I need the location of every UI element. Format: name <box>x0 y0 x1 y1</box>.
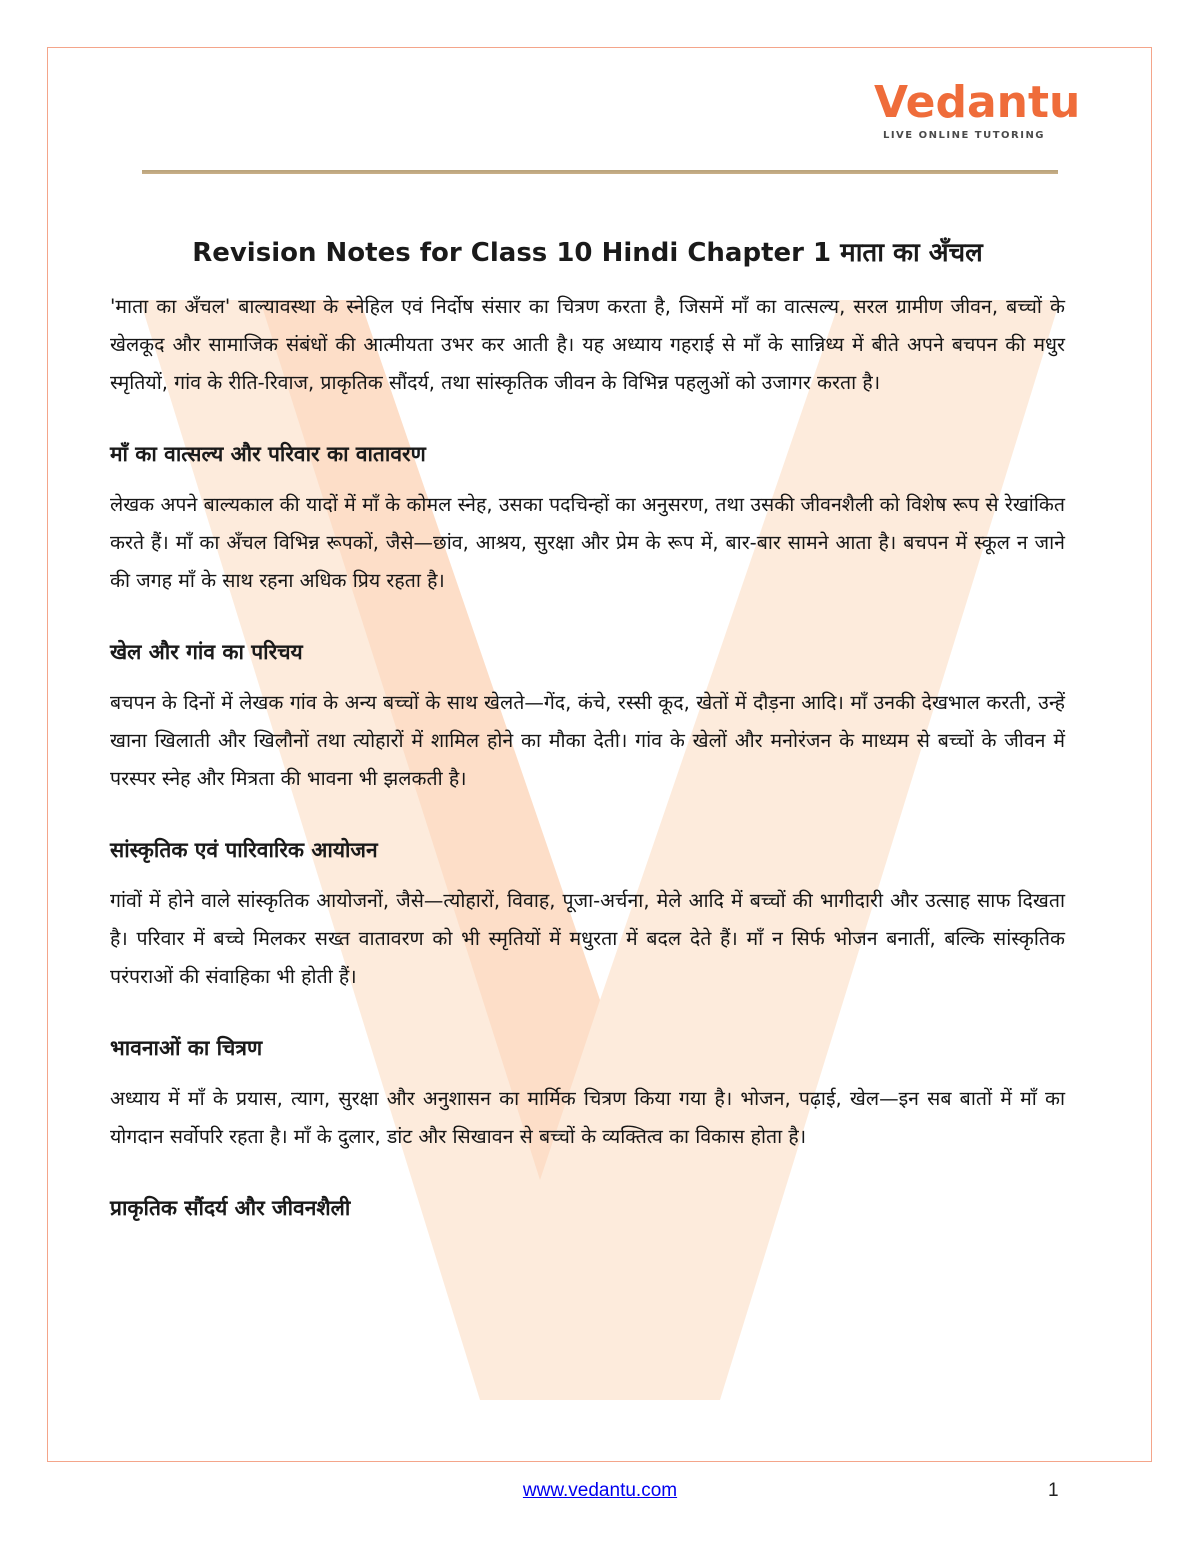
document-body <box>110 232 1065 1240</box>
section-heading: भावनाओं का चित्रण <box>110 1036 263 1060</box>
section-paragraph: गांवों में होने वाले सांस्कृतिक आयोजनों, जैसे—त्योहारों, विवाह, पूजा-अर्चना, मेले आदि में बच्चों की भागीदारी और उत्साह साफ दिखता है। परिवार में बच्चे मिलकर सख्त वातावरण को भी स्मृतियों में मधुरता में बदल देते हैं। माँ न सिर्फ भोजन बनातीं, बल्कि सांस्कृतिक परंपराओं की संवाहिका भी होती हैं। <box>110 889 1066 988</box>
vedantu-logo[interactable] <box>874 77 1081 158</box>
logo-tagline: LIVE ONLINE TUTORING <box>882 130 1046 141</box>
page-number: 1 <box>1048 1480 1059 1501</box>
section-heading: प्राकृतिक सौंदर्य और जीवनशैली <box>110 1196 351 1220</box>
logo-wordmark: Vedantu <box>874 77 1081 128</box>
footer-website-link[interactable]: www.vedantu.com <box>522 1480 678 1501</box>
section-paragraph: अध्याय में माँ के प्रयास, त्याग, सुरक्षा और अनुशासन का मार्मिक चित्रण किया गया है। भोजन, पढ़ाई, खेल—इन सब बातों में माँ का योगदान सर्वोपरि रहता है। माँ के दुलार, डांट और सिखावन से बच्चों के व्यक्तित्व का विकास होता है। <box>110 1087 1065 1148</box>
section-paragraph: बचपन के दिनों में लेखक गांव के अन्य बच्चों के साथ खेलते—गेंद, कंचे, रस्सी कूद, खेतों में दौड़ना आदि। माँ उनकी देखभाल करती, उन्हें खाना खिलाती और खिलौनों तथा त्योहारों में शामिल होने का मौका देती। गांव के खेलों और मनोरंजन के माध्यम से बच्चों के जीवन में परस्पर स्नेह और मित्रता की भावना भी झलकती है। <box>110 691 1065 790</box>
section-paragraph: लेखक अपने बाल्यकाल की यादों में माँ के कोमल स्नेह, उसका पदचिन्हों का अनुसरण, तथा उसकी जीवनशैली को विशेष रूप से रेखांकित करते हैं। माँ का अँचल विभिन्न रूपकों, जैसे—छांव, आश्रय, सुरक्षा और प्रेम के रूप में, बार-बार सामने आता है। बचपन में स्कूल न जाने की जगह माँ के साथ रहना अधिक प्रिय रहता है। <box>110 493 1065 592</box>
document-title: Revision Notes for Class 10 Hindi Chapter 1 माता का अँचल <box>192 238 983 268</box>
section-heading: सांस्कृतिक एवं पारिवारिक आयोजन <box>110 838 378 862</box>
section-heading: खेल और गांव का परिचय <box>110 640 303 664</box>
intro-paragraph: 'माता का अँचल' बाल्यावस्था के स्नेहिल एवं निर्दोष संसार का चित्रण करता है, जिसमें माँ का वात्सल्य, सरल ग्रामीण जीवन, बच्चों के खेलकूद और सामाजिक संबंधों की आत्मीयता उभर कर आती है। यह अध्याय गहराई से माँ के सान्निध्य में बीते अपने बचपन की मधुर स्मृतियों, गांव के रीति-रिवाज, प्राकृतिक सौंदर्य, तथा सांस्कृतिक जीवन के विभिन्न पहलुओं को उजागर करता है। <box>110 295 1065 394</box>
header-divider <box>142 170 1058 174</box>
section-heading: माँ का वात्सल्य और परिवार का वातावरण <box>110 442 426 466</box>
